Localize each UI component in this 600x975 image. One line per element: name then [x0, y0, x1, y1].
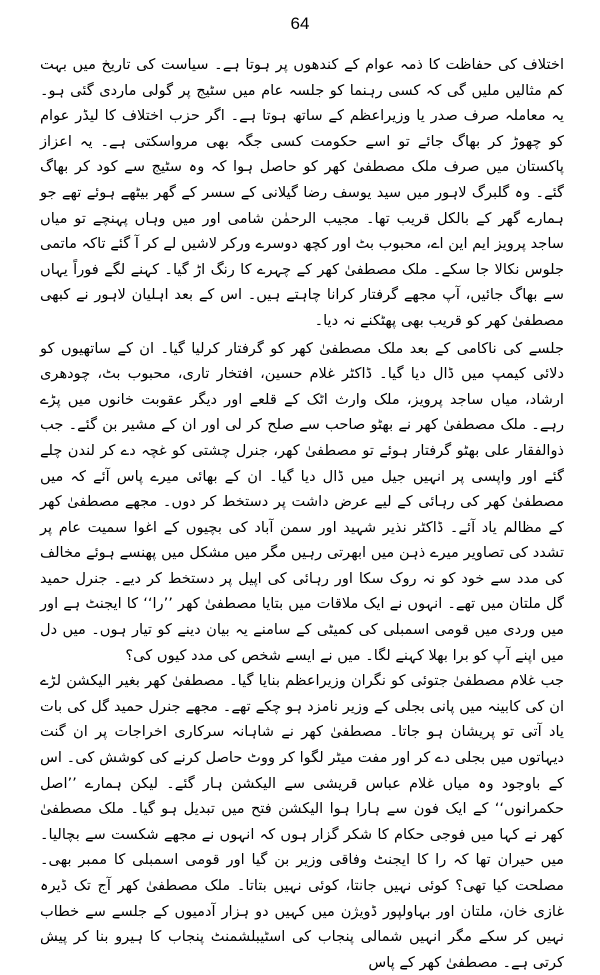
paragraph: جلسے کی ناکامی کے بعد ملک مصطفیٰ کھر کو گرفتار کرلیا گیا۔ ان کے ساتھیوں کو دلائی کیمپ میں ڈال دیا گیا۔ ڈاکٹر غلام حسین، افتخار تاری، محبوب بٹ، چودھری ارشاد، میاں ساجد پرویز، ملک وارث اٹک کے قلعے اور دیگر عقوبت خانوں میں پڑے رہے۔ ملک مصطفیٰ کھر نے بھٹو صاحب سے صلح کر لی اور ان کے مشیر بن گئے۔ جب ذوالفقار علی بھٹو گرفتار ہوئے تو مصطفیٰ کھر، جنرل چشتی کو غچہ دے کر لندن چلے گئے اور واپسی پر انہیں جیل میں ڈال دیا گیا۔ ان کے بھائی میرے پاس آئے کہ میں مصطفیٰ کھر کی رہائی کے لیے عرض داشت پر دستخط کر دوں۔ مجھے مصطفیٰ کھر کے مظالم یاد آئے۔ ڈاکٹر نذیر شہید اور سمن آباد کی بچیوں کے اغوا سمیت عام پر تشدد کی تصاویر میرے ذہن میں ابھرتی رہیں مگر میں مشکل میں پھنسے ہوئے مخالف کی مدد سے خود کو نہ روک سکا اور رہائی کی اپیل پر دستخط کر دیے۔ جنرل حمید گل ملتان میں تھے۔ انہوں نے ایک ملاقات میں بتایا مصطفیٰ کھر ’’را‘‘ کا ایجنٹ ہے اور میں وردی میں قومی اسمبلی کی کمیٹی کے سامنے یہ بیان دینے کو تیار ہوں۔ میں دل میں اپنے آپ کو برا بھلا کہنے لگا۔ میں نے ایسے شخص کی مدد کیوں کی؟ [40, 339, 564, 664]
body-text [40, 52, 564, 975]
paragraph: جب غلام مصطفیٰ جتوئی کو نگران وزیراعظم بنایا گیا۔ مصطفیٰ کھر بغیر الیکشن لڑے ان کی کابینہ میں پانی بجلی کے وزیر نامزد ہو چکے تھے۔ مجھے جنرل حمید گل کی بات یاد آتی تو پریشان ہو جاتا۔ مصطفیٰ کھر نے شاہانہ سرکاری اخراجات پر ان گنت دیہاتوں میں بجلی دے کر اور مفت میٹر لگوا کر ووٹ حاصل کرنے کی کوشش کی۔ اس کے باوجود وہ میاں غلام عباس قریشی سے الیکشن ہار گئے۔ لیکن ہمارے ’’اصل حکمرانوں‘‘ کے ایک فون سے ہارا ہوا الیکشن فتح میں تبدیل ہو گیا۔ ملک مصطفیٰ کھر نے کہا میں فوجی حکام کا شکر گزار ہوں کہ انہوں نے مجھے شکست سے بچالیا۔ میں حیران تھا کہ را کا ایجنٹ وفاقی وزیر بن گیا اور قومی اسمبلی کا ممبر بھی۔ مصلحت کیا تھی؟ کوئی نہیں جانتا، کوئی نہیں بتاتا۔ ملک مصطفیٰ کھر آج تک ڈیرہ غازی خان، ملتان اور بہاولپور ڈویژن میں کہیں دو ہزار آدمیوں کے جلسے سے خطاب نہیں کر سکے مگر انہیں شمالی پنجاب کی اسٹیبلشمنٹ پنجاب کا ہیرو بنا کر پیش کرتی ہے۔ مصطفیٰ کھر کے پاس [40, 672, 564, 971]
page-number: 64 [290, 14, 310, 33]
paragraph: اختلاف کی حفاظت کا ذمہ عوام کے کندھوں پر ہوتا ہے۔ سیاست کی تاریخ میں بہت کم مثالیں ملیں گی کہ کسی رہنما کو جلسہ عام میں سٹیج پر گولی ماردی گئی ہو۔ یہ معاملہ صرف صدر یا وزیراعظم کے ساتھ ہوتا ہے۔ اگر حزب اختلاف کا لیڈر عوام کو چھوڑ کر بھاگ جائے تو اسے حکومت کسی جگہ بھی مرواسکتی ہے۔ یہ اعزاز پاکستان میں صرف ملک مصطفیٰ کھر کو حاصل ہوا کہ وہ سٹیج سے کود کر بھاگ گئے۔ وہ گلبرگ لاہور میں سید یوسف رضا گیلانی کے سسر کے گھر بیٹھے ہوئے تھے جو ہمارے گھر کے بالکل قریب تھا۔ مجیب الرحمٰن شامی اور میں وہاں پہنچے تو میاں ساجد پرویز ایم این اے، محبوب بٹ اور کچھ دوسرے ورکر لاشیں لے کر آ گئے تاکہ ماتمی جلوس نکالا جا سکے۔ ملک مصطفیٰ کھر کے چہرے کا رنگ اڑ گیا۔ کہنے لگے فوراً یہاں سے بھاگ جائیں، آپ مجھے گرفتار کرانا چاہتے ہیں۔ اس کے بعد اہلیان لاہور نے کبھی مصطفیٰ کھر کو قریب بھی پھٹکنے نہ دیا۔ [40, 56, 564, 329]
